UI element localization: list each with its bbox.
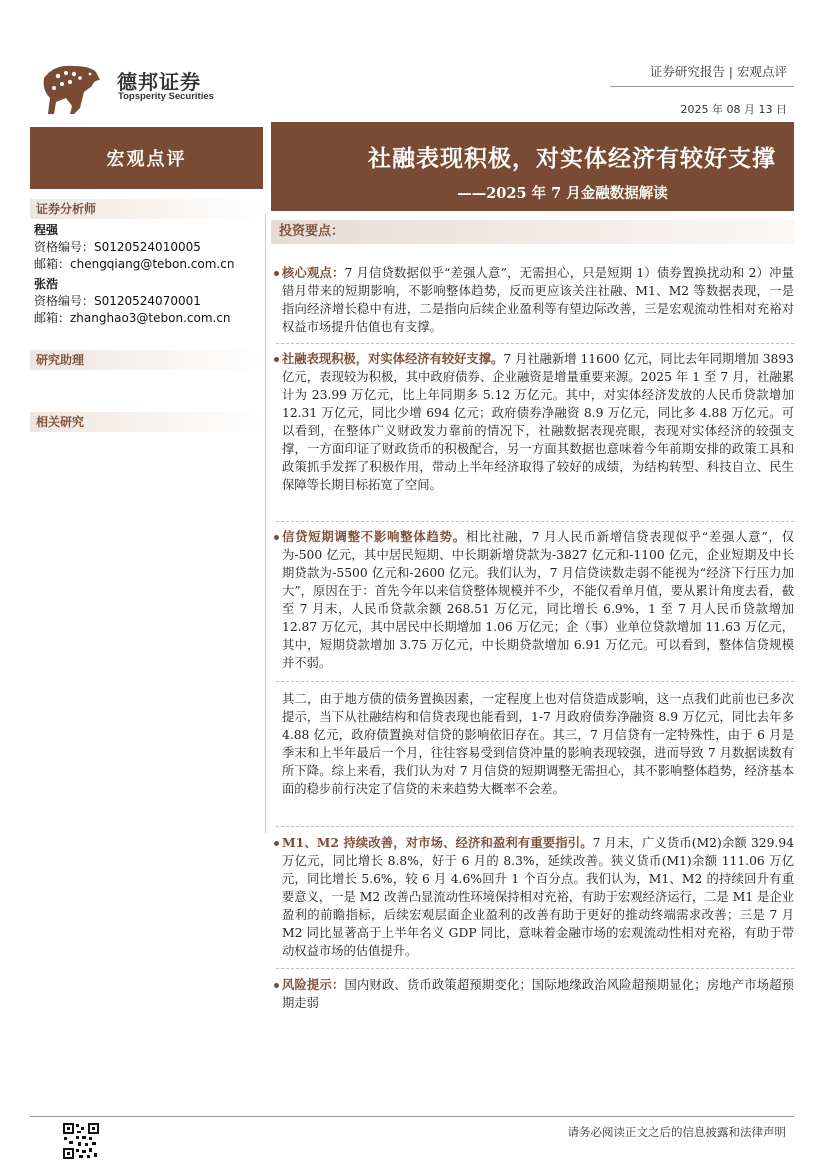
title-box xyxy=(271,127,794,211)
footer-divider xyxy=(30,1116,794,1117)
legal-disclaimer: 请务必阅读正文之后的信息披露和法律声明 xyxy=(567,1125,786,1139)
bullet-text: 其二，由于地方债的债务置换因素，一定程度上也对信贷造成影响，这一点我们此前也已多次提示，当下从社融结构和信贷表现也能看到，1-7 月政府债券净融资 8.9 万亿元，同比去年多 4.88 亿元，政府债置换对信贷的影响依旧存在。其三，7 月信贷有一定特殊性，由于 6 月是季末和上半年最后一个月，往往容易受到信贷冲量的影响表现较强，进而导致 7 月数据读数有所下降。综上来看，我们认为对 7 月信贷的短期调整无需担心，其不影响整体趋势，经济基本面的稳步前行决定了信贷的未来趋势大概率不会差。 xyxy=(282,692,794,796)
bullet-core-view xyxy=(282,264,794,336)
paragraph-credit-continued xyxy=(282,690,794,798)
category-box xyxy=(30,127,263,189)
analyst-name: 张浩 xyxy=(34,277,59,291)
logo-text-en: Topsperity Securities xyxy=(118,91,214,102)
bullet-credit xyxy=(282,528,794,672)
analyst-heading: 证券分析师 xyxy=(30,199,263,219)
bullet-keyword: 风险提示： xyxy=(282,977,345,992)
header-divider xyxy=(610,86,794,87)
bullet-risk-warning xyxy=(282,976,794,1012)
assistant-heading: 研究助理 xyxy=(30,350,263,370)
analyst-email[interactable]: 邮箱：zhanghao3@tebon.com.cn xyxy=(34,311,231,325)
bullet-keyword: M1、M2 持续改善，对市场、经济和盈利有重要指引。 xyxy=(282,835,593,850)
bullet-keyword: 信贷短期调整不影响整体趋势。 xyxy=(282,529,466,544)
analyst-license: 资格编号：S0120524010005 xyxy=(34,240,201,254)
page-title: 社融表现积极，对实体经济有较好支撑 xyxy=(368,145,776,172)
bullet-text: 7 月信贷数据似乎“差强人意”，无需担心，只是短期 1）债券置换扰动和 2）冲量错月带来的短期影响，不影响整体趋势，反而更应该关注社融、M1、M2 等数据表现，一是指向经济增长稳中有进，二是指向后续企业盈利等有望边际改善，三是宏观流动性相对充裕对权益市场提升估值也有支撑。 xyxy=(282,266,794,334)
analyst-block-2 xyxy=(34,276,231,327)
bullet-social-financing xyxy=(282,350,794,494)
logo-text-cn: 德邦证券 xyxy=(117,70,201,94)
page-subtitle: ——2025 年 7 月金融数据解读 xyxy=(457,185,668,202)
investment-highlights-heading: 投资要点： xyxy=(271,220,794,244)
brand-logo xyxy=(40,58,218,118)
qr-code-icon xyxy=(62,1122,100,1160)
report-date: 2025 年 08 月 13 日 xyxy=(680,103,787,116)
section-divider xyxy=(276,681,794,682)
bullet-text: 国内财政、货币政策超预期变化；国际地缘政治风险超预期显化；房地产市场超预期走弱 xyxy=(282,978,794,1010)
category-label: 宏观点评 xyxy=(106,149,187,170)
analyst-license: 资格编号：S0120524070001 xyxy=(34,294,201,308)
related-research-heading[interactable]: 相关研究 xyxy=(30,412,263,432)
section-divider xyxy=(276,968,794,969)
bullet-money-supply xyxy=(282,834,794,960)
bullet-text: 7 月末，广义货币(M2)余额 329.94 万亿元，同比增长 8.8%，好于 6 月的 8.3%，延续改善。狭义货币(M1)余额 111.06 万亿元，同比增长 5.6%，较 6 月 4.6%回升 1 个百分点。我们认为，M1、M2 的持续回升有重要意义，一是 M2 改善凸显流动性环境保持相对充裕，有助于宏观经济运行，二是 M1 是企业盈利的前瞻指标，后续宏观层面企业盈利的改善有助于更好的推动终端需求改善；三是 7 月 M2 同比显著高于上半年名义 GDP 同比，意味着金融市场的宏观流动性相对充裕，有助于带动权益市场的估值提升。 xyxy=(282,836,794,958)
bullet-text: 7 月社融新增 11600 亿元，同比去年同期增加 3893 亿元，表现较为积极，其中政府债券、企业融资是增量重要来源。2025 年 1 至 7 月，社融累计为 23.99 万亿元，比上年同期多 5.12 万亿元。其中，对实体经济发放的人民币贷款增加 12.31 万亿元，同比少增 694 亿元；政府债券净融资 8.9 万亿元，同比多 4.88 万亿元。可以看到，在整体广义财政发力靠前的情况下，社融数据表现亮眼，表现对实体经济的较强支撑，一方面印证了财政货币的积极配合，另一方面其数据也意味着今年前期安排的政策工具和政策抓手发挥了积极作用，带动上半年经济取得了较好的成绩，为结构转型、科技自立、民生保障等长期目标拓宽了空间。 xyxy=(282,352,794,492)
column-divider xyxy=(265,213,266,833)
bullet-keyword: 社融表现积极，对实体经济有较好支撑。 xyxy=(282,351,504,366)
section-divider xyxy=(276,343,794,344)
bullet-keyword: 核心观点： xyxy=(282,265,345,280)
report-type: 证券研究报告 | 宏观点评 xyxy=(649,64,787,79)
section-divider xyxy=(276,826,794,827)
bullet-text: 相比社融，7 月人民币新增信贷表现似乎“差强人意”，仅为-500 亿元，其中居民短期、中长期新增贷款为-3827 亿元和-1100 亿元，企业短期及中长期贷款为-5500 亿元和-2600 亿元。我们认为，7 月信贷读数走弱不能视为“经济下行压力加大”，原因在于：首先今年以来信贷整体规模并不少，不能仅看单月值，要从累计角度去看，截至 7 月末，人民币贷款余额 268.51 万亿元，同比增长 6.9%，1 至 7 月人民币贷款增加 12.87 万亿元，其中居民中长期增加 1.06 万亿元；企（事）业单位贷款增加 11.63 万亿元，其中，短期贷款增加 3.75 万亿元，中长期贷款增加 6.91 万亿元。可以看到，整体信贷规模并不弱。 xyxy=(282,530,794,670)
section-divider xyxy=(276,521,794,522)
analyst-name: 程强 xyxy=(34,223,59,237)
analyst-block-1 xyxy=(34,222,234,273)
leopard-logo-icon xyxy=(40,58,102,116)
analyst-email[interactable]: 邮箱：chengqiang@tebon.com.cn xyxy=(34,257,235,271)
